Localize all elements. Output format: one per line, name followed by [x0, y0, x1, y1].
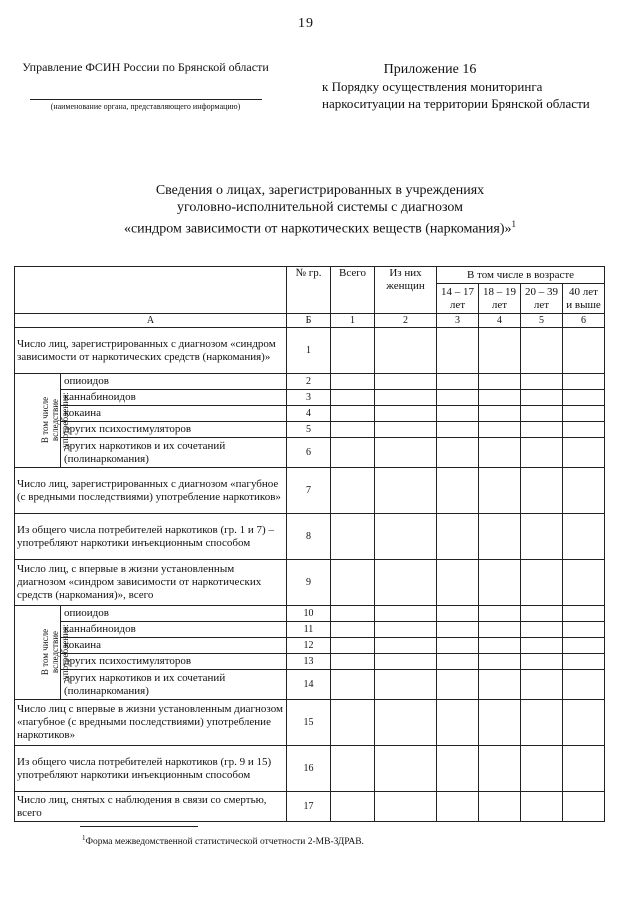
data-cell	[563, 468, 605, 514]
index-cell-3: 3	[437, 314, 479, 328]
row-number: 9	[287, 560, 331, 606]
data-cell	[479, 374, 521, 390]
data-cell	[437, 468, 479, 514]
row-number: 6	[287, 438, 331, 468]
data-cell	[563, 438, 605, 468]
index-cell-5: 5	[521, 314, 563, 328]
row-number: 12	[287, 638, 331, 654]
organization-underline	[30, 99, 262, 100]
row-label: кокаина	[61, 638, 287, 654]
data-cell	[479, 622, 521, 638]
row-label: Число лиц, зарегистрированных с диагнозом «синдром зависимости от наркотических средств (наркомания)»	[15, 328, 287, 374]
data-cell	[521, 746, 563, 792]
row-number: 16	[287, 746, 331, 792]
data-cell	[479, 438, 521, 468]
side-group-label-text: В том числе вследствие употребления:	[40, 391, 70, 448]
data-cell	[331, 670, 375, 700]
data-cell	[331, 406, 375, 422]
table-row	[15, 670, 605, 700]
data-cell	[479, 700, 521, 746]
table-row	[15, 514, 605, 560]
data-cell	[521, 622, 563, 638]
row-label: Из общего числа потребителей наркотиков (гр. 1 и 7) – употребляют наркотики инъекционным способом	[15, 514, 287, 560]
row-label: Число лиц, снятых с наблюдения в связи со смертью, всего	[15, 792, 287, 822]
data-cell	[437, 406, 479, 422]
document-title-line-3	[60, 216, 580, 238]
data-cell	[479, 670, 521, 700]
data-cell	[331, 422, 375, 438]
data-cell	[331, 622, 375, 638]
header-age-20-39: 20 – 39 лет	[521, 284, 563, 314]
data-cell	[563, 328, 605, 374]
data-cell	[479, 560, 521, 606]
row-number: 14	[287, 670, 331, 700]
index-cell-4: 4	[479, 314, 521, 328]
table-row	[15, 374, 605, 390]
data-cell	[437, 374, 479, 390]
data-cell	[521, 438, 563, 468]
data-cell	[563, 422, 605, 438]
data-cell	[375, 406, 437, 422]
row-number: 15	[287, 700, 331, 746]
data-cell	[521, 328, 563, 374]
data-cell	[437, 390, 479, 406]
document-title-line-3-text: «синдром зависимости от наркотических веществ (наркомания)»	[123, 221, 512, 237]
header-row-1	[15, 267, 605, 284]
side-group-label	[15, 374, 70, 468]
row-number: 4	[287, 406, 331, 422]
data-cell	[437, 328, 479, 374]
table-row	[15, 792, 605, 822]
data-cell	[521, 792, 563, 822]
index-cell-b: Б	[287, 314, 331, 328]
data-cell	[437, 606, 479, 622]
table-row	[15, 560, 605, 606]
footnote-text: Форма межведомственной статистической отчетности 2-МВ-ЗДРАВ.	[85, 837, 364, 848]
header-age-group: В том числе в возрасте	[437, 267, 605, 284]
data-cell	[521, 468, 563, 514]
document-title-line-1: Сведения о лицах, зарегистрированных в учреждениях	[155, 183, 485, 198]
data-cell	[563, 746, 605, 792]
statistics-table	[14, 266, 605, 822]
data-cell	[331, 438, 375, 468]
data-cell	[331, 374, 375, 390]
row-label: Число лиц с впервые в жизни установленным диагнозом «пагубное (с вредными последствиями) употребление наркотиков»	[15, 700, 287, 746]
data-cell	[331, 560, 375, 606]
data-cell	[521, 606, 563, 622]
data-cell	[521, 406, 563, 422]
data-cell	[563, 560, 605, 606]
header-women: Из них женщин	[375, 267, 437, 314]
table-row	[15, 468, 605, 514]
data-cell	[521, 422, 563, 438]
row-number: 3	[287, 390, 331, 406]
row-label: Из общего числа потребителей наркотиков (гр. 9 и 15) употребляют наркотики инъекционным способом	[15, 746, 287, 792]
data-cell	[375, 654, 437, 670]
data-cell	[521, 374, 563, 390]
table-row	[15, 746, 605, 792]
data-cell	[479, 792, 521, 822]
data-cell	[375, 792, 437, 822]
data-cell	[437, 792, 479, 822]
data-cell	[479, 654, 521, 670]
table-row	[15, 422, 605, 438]
row-number: 2	[287, 374, 331, 390]
row-number: 17	[287, 792, 331, 822]
data-cell	[563, 606, 605, 622]
footnote-mark: 1	[82, 834, 86, 842]
row-number: 11	[287, 622, 331, 638]
header-total: Всего	[331, 267, 375, 314]
data-cell	[563, 390, 605, 406]
data-cell	[437, 670, 479, 700]
data-cell	[479, 638, 521, 654]
data-cell	[437, 638, 479, 654]
table-row	[15, 622, 605, 638]
data-cell	[563, 374, 605, 390]
data-cell	[521, 390, 563, 406]
data-cell	[375, 328, 437, 374]
document-title	[60, 182, 580, 238]
data-cell	[331, 746, 375, 792]
data-cell	[375, 560, 437, 606]
table-row	[15, 390, 605, 406]
row-number: 7	[287, 468, 331, 514]
header-age-18-19: 18 – 19 лет	[479, 284, 521, 314]
data-cell	[331, 514, 375, 560]
data-cell	[521, 514, 563, 560]
data-cell	[479, 746, 521, 792]
data-cell	[437, 622, 479, 638]
table-row	[15, 654, 605, 670]
data-cell	[521, 654, 563, 670]
data-cell	[331, 638, 375, 654]
data-cell	[331, 390, 375, 406]
side-group-label-text: В том числе вследствие употребления:	[40, 623, 70, 680]
index-cell-6: 6	[563, 314, 605, 328]
row-number: 1	[287, 328, 331, 374]
data-cell	[479, 406, 521, 422]
data-cell	[563, 700, 605, 746]
data-cell	[437, 654, 479, 670]
data-cell	[375, 670, 437, 700]
row-number: 13	[287, 654, 331, 670]
table-row	[15, 700, 605, 746]
data-cell	[563, 670, 605, 700]
data-cell	[331, 328, 375, 374]
side-group-label	[15, 606, 70, 700]
appendix-title: Приложение 16	[383, 62, 477, 77]
data-cell	[331, 654, 375, 670]
data-cell	[563, 622, 605, 638]
row-label: каннабиноидов	[61, 390, 287, 406]
data-cell	[479, 468, 521, 514]
data-cell	[437, 514, 479, 560]
data-cell	[479, 422, 521, 438]
document-title-footnote-mark: 1	[511, 219, 517, 229]
data-cell	[521, 638, 563, 654]
data-cell	[331, 792, 375, 822]
data-cell	[563, 638, 605, 654]
row-label: опиоидов	[61, 606, 287, 622]
data-cell	[375, 422, 437, 438]
header-num: № гр.	[287, 267, 331, 314]
index-cell-a: А	[15, 314, 287, 328]
data-cell	[521, 700, 563, 746]
data-cell	[331, 468, 375, 514]
appendix-text: к Порядку осуществления мониторинга наркоситуации на территории Брянской области	[322, 79, 590, 111]
row-label: опиоидов	[61, 374, 287, 390]
data-cell	[563, 514, 605, 560]
data-cell	[375, 468, 437, 514]
data-cell	[375, 514, 437, 560]
header-age-40-plus: 40 лет и выше	[563, 284, 605, 314]
row-number: 8	[287, 514, 331, 560]
footnote	[82, 834, 364, 847]
data-cell	[563, 406, 605, 422]
table-row	[15, 328, 605, 374]
row-label: Число лиц, зарегистрированных с диагнозом «пагубное (с вредными последствиями) употребление наркотиков»	[15, 468, 287, 514]
data-cell	[479, 390, 521, 406]
data-cell	[437, 438, 479, 468]
table-row	[15, 438, 605, 468]
data-cell	[375, 606, 437, 622]
data-cell	[375, 700, 437, 746]
row-label: Число лиц, с впервые в жизни установленным диагнозом «синдром зависимости от наркотических средств (наркомания)», всего	[15, 560, 287, 606]
table-row	[15, 406, 605, 422]
row-label: других наркотиков и их сочетаний (полинаркомания)	[61, 670, 287, 700]
data-cell	[375, 390, 437, 406]
index-cell-2: 2	[375, 314, 437, 328]
data-cell	[563, 654, 605, 670]
data-cell	[331, 700, 375, 746]
data-cell	[563, 792, 605, 822]
index-cell-1: 1	[331, 314, 375, 328]
row-label: кокаина	[61, 406, 287, 422]
document-title-line-2: уголовно-исполнительной системы с диагнозом	[177, 200, 463, 215]
row-label: каннабиноидов	[61, 622, 287, 638]
data-cell	[521, 560, 563, 606]
table-row	[15, 606, 605, 622]
row-label: других наркотиков и их сочетаний (полинаркомания)	[61, 438, 287, 468]
row-number: 5	[287, 422, 331, 438]
header-empty-cell	[15, 267, 287, 314]
data-cell	[479, 606, 521, 622]
data-cell	[375, 746, 437, 792]
data-cell	[521, 670, 563, 700]
data-cell	[375, 374, 437, 390]
row-label: других психостимуляторов	[61, 422, 287, 438]
row-number: 10	[287, 606, 331, 622]
data-cell	[479, 328, 521, 374]
data-cell	[479, 514, 521, 560]
data-cell	[437, 700, 479, 746]
organization-caption: (наименование органа, представляющего информацию)	[50, 102, 241, 111]
index-row	[15, 314, 605, 328]
row-label: других психостимуляторов	[61, 654, 287, 670]
table-row	[15, 638, 605, 654]
page-number: 19	[298, 16, 314, 31]
data-cell	[437, 560, 479, 606]
data-cell	[437, 746, 479, 792]
organization-name: Управление ФСИН России по Брянской области	[22, 60, 269, 74]
data-cell	[375, 638, 437, 654]
data-cell	[331, 606, 375, 622]
header-age-14-17: 14 – 17 лет	[437, 284, 479, 314]
data-cell	[375, 622, 437, 638]
data-cell	[375, 438, 437, 468]
footnote-separator	[80, 826, 198, 827]
data-cell	[437, 422, 479, 438]
